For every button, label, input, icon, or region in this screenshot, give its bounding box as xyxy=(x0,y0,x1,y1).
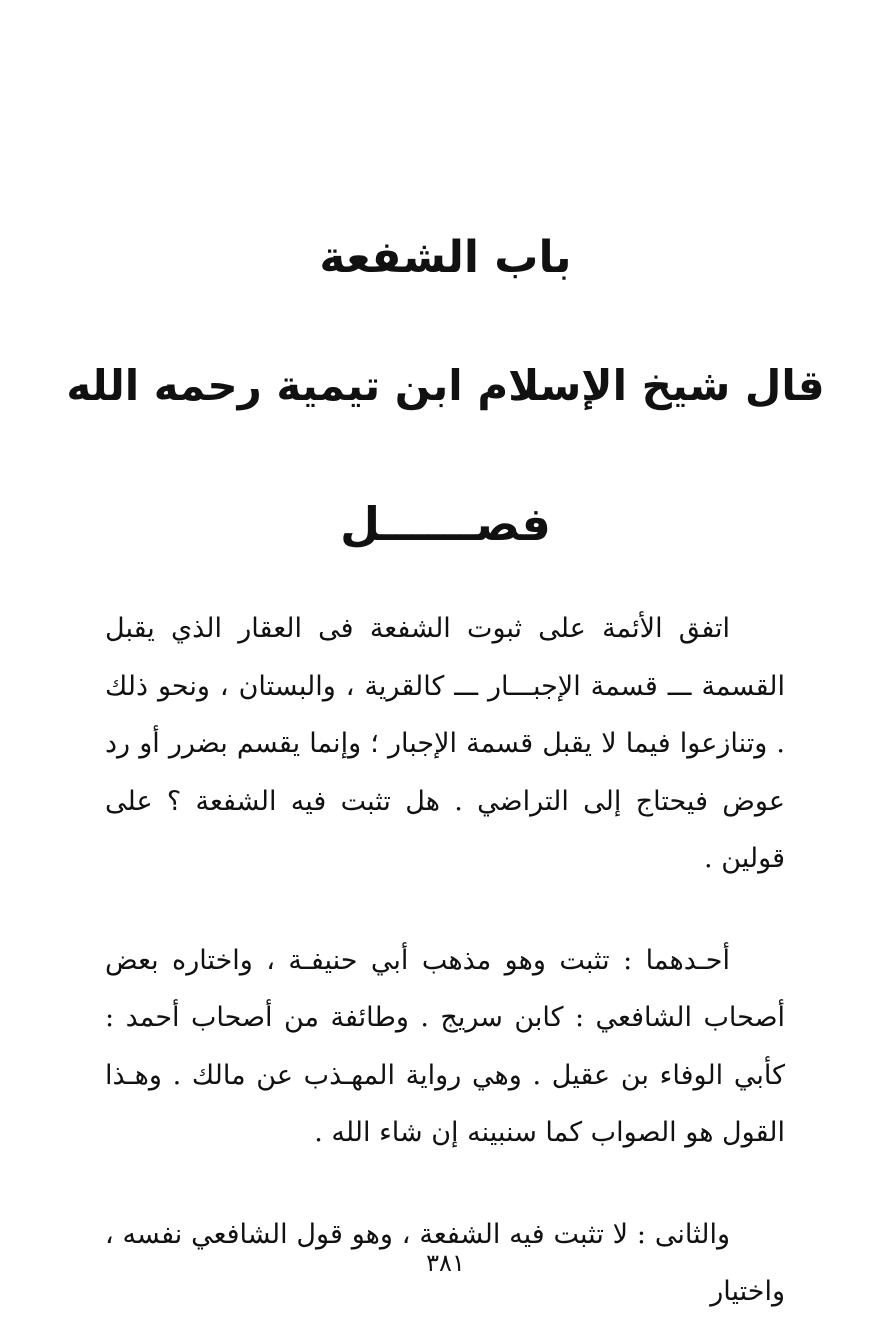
chapter-title: باب الشفعة xyxy=(319,232,572,283)
page-number: ٣٨١ xyxy=(426,1249,465,1277)
section-heading: فصــــــل xyxy=(340,497,551,551)
body-text xyxy=(105,600,785,1321)
author-attribution: قال شيخ الإسلام ابن تيمية رحمه الله xyxy=(66,361,825,410)
paragraph-2: أحـدهما : تثبت وهو مذهب أبي حنيفـة ، واختاره بعض أصحاب الشافعي : كابن سريج . وطائفة من أصحاب أحمد : كأبي الوفاء بن عقيل . وهي رواية المهـذب عن مالك . وهـذا القول هو الصواب كما سنبينه إن شاء الله . xyxy=(105,944,785,1148)
paragraph-1: اتفق الأئمة على ثبوت الشفعة فى العقار الذي يقبل القسمة ـــ قسمة الإجبـــار ـــ كالقرية ، والبستان ، ونحو ذلك . وتنازعوا فيما لا يقبل قسمة الإجبار ؛ وإنما يقسم بضرر أو رد عوض فيحتاج إلى التراضي . هل تثبت فيه الشفعة ؟ على قولين . xyxy=(105,613,785,874)
paragraph-3: والثانى : لا تثبت فيه الشفعة ، وهو قول الشافعي نفسه ، واختيار xyxy=(105,1218,785,1307)
